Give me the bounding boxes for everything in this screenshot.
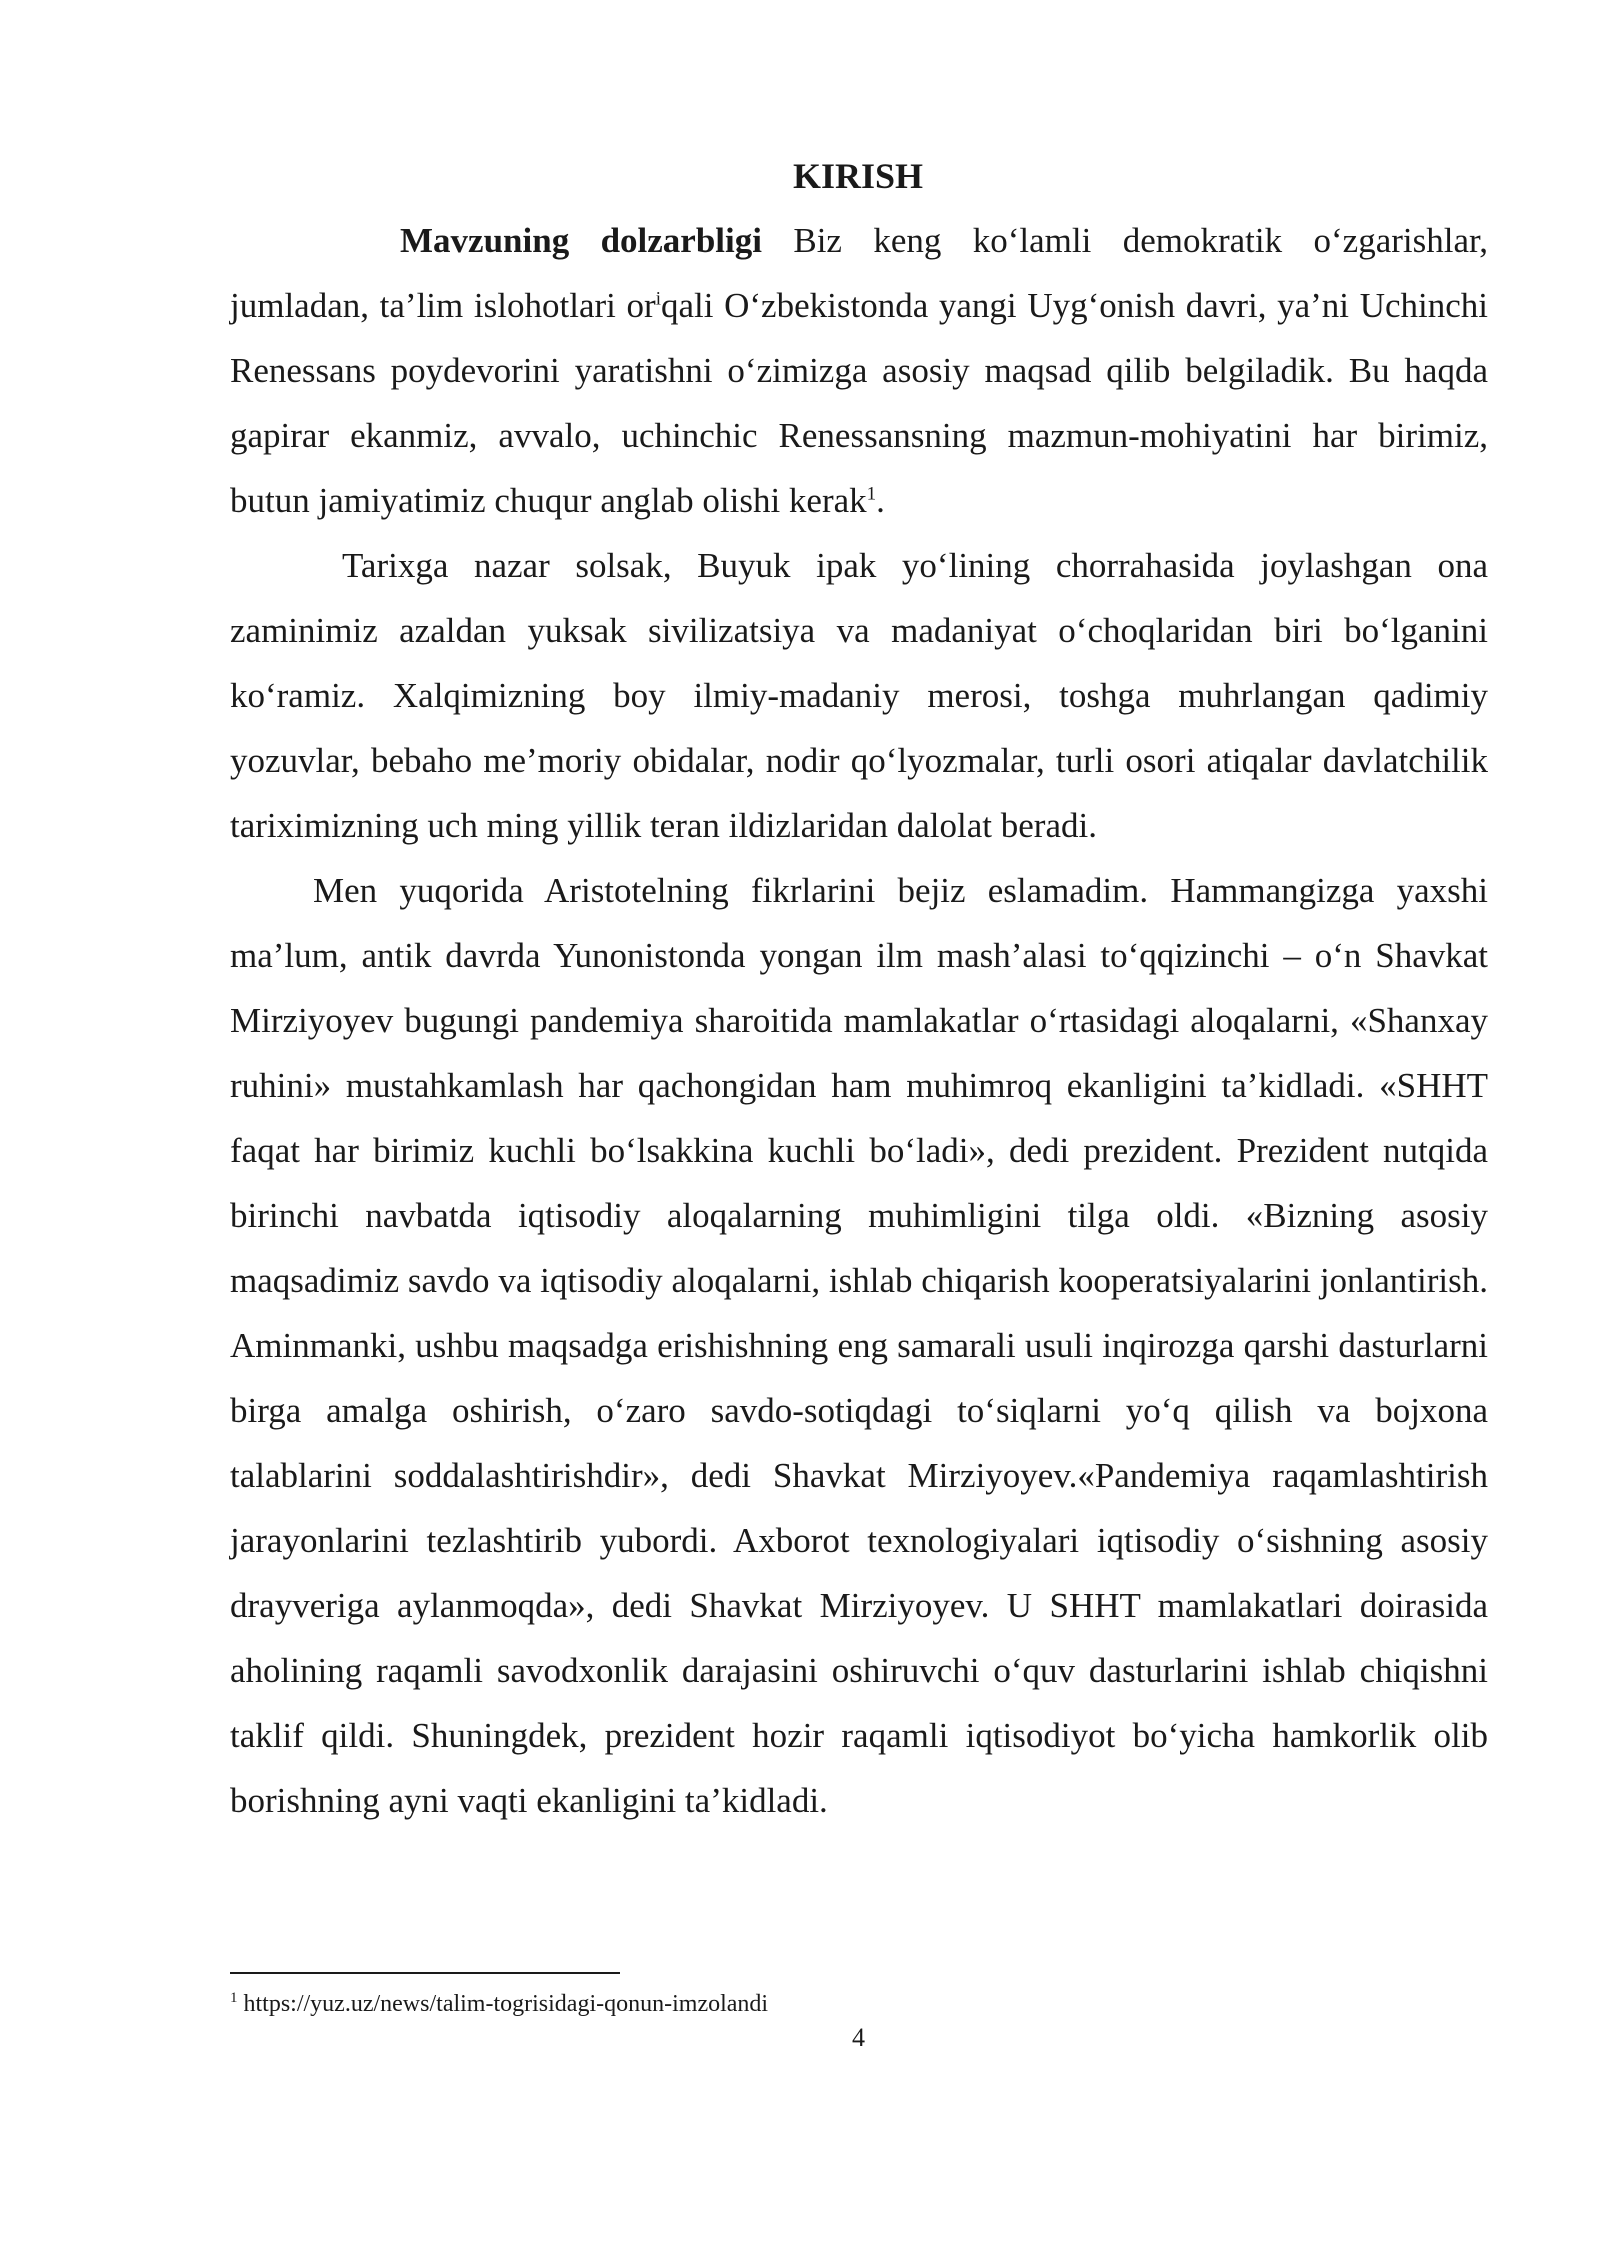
paragraph-text: Biz keng ko‘lamli demokratik o‘zgarishlar, jumladan, ta’lim islohotlari or [230,221,1488,325]
footnote-reference: 1 [866,483,877,505]
paragraph-text: . [876,481,885,520]
paragraph-aristotle: Men yuqorida Aristotelning fikrlarini bejiz eslamadim. Hammangizga yaxshi ma’lum, antik davrda Yunonistonda yongan ilm mash’alasi to‘qqizinchi – o‘n Shavkat Mirziyoyev bugungi pandemiya sharoitida mamlakatlar o‘rtasidagi aloqalarni, «Shanxay ruhini» mustahkamlash har qachongidan ham muhimroq ekanligini ta’kidladi. «SHHT faqat har birimiz kuchli bo‘lsakkina kuchli bo‘ladi», dedi prezident. Prezident nutqida birinchi navbatda iqtisodiy aloqalarning muhimligini tilga oldi. «Bizning asosiy maqsadimiz savdo va iqtisodiy aloqalarni, ishlab chiqarish kooperatsiyalarini jonlantirish. Aminmanki, ushbu maqsadga erishishning eng samarali usuli inqirozga qarshi dasturlarni birga amalga oshirish, o‘zaro savdo-sotiqdagi to‘siqlarni yo‘q qilish va bojxona talablarini soddalashtirishdir», dedi Shavkat Mirziyoyev.«Pandemiya raqamlashtirish jarayonlarini tezlashtirib yubordi. Axborot texnologiyalari iqtisodiy o‘sishning asosiy drayveriga aylanmoqda», dedi Shavkat Mirziyoyev. U SHHT mamlakatlari doirasida aholining raqamli savodxonlik darajasini oshiruvchi o‘quv dasturlarini ishlab chiqishni taklif qildi. Shuningdek, prezident hozir raqamli iqtisodiyot bo‘yicha hamkorlik olib borishning ayni vaqti ekanligini ta’kidladi. [230,871,1488,1820]
section-heading: KIRISH [792,156,924,196]
footnote-mark: 1 [230,1990,238,2006]
footnote-separator [230,1972,620,1974]
body-text [230,208,1488,1833]
paragraph-history: Tarixga nazar solsak, Buyuk ipak yo‘lining chorrahasida joylashgan ona zaminimiz azaldan yuksak sivilizatsiya va madaniyat o‘choqlaridan biri bo‘lganini ko‘ramiz. Xalqimizning boy ilmiy-madaniy merosi, toshga muhrlangan qadimiy yozuvlar, bebaho me’moriy obidalar, nodir qo‘lyozmalar, turli osori atiqalar davlatchilik tariximizning uch ming yillik teran ildizlaridan dalolat beradi. [230,546,1488,845]
paragraph-text: qali O‘zbekistonda yangi Uyg‘onish davri, ya’ni Uchinchi Renessans poydevorini yaratishni o‘zimizga asosiy maqsad qilib belgiladik. Bu haqda gapirar ekanmiz, avvalo, uchinchic Renessansning mazmun-mohiyatini har birimiz, butun jamiyatimiz chuqur anglab olishi kerak [230,286,1488,520]
footnote [230,1989,768,2019]
paragraph-lead: Mavzuning dolzarbligi [400,221,762,260]
paragraph-relevance [230,208,1488,533]
page-number: 4 [852,2023,865,2052]
inline-mark: i [655,288,661,310]
footnote-text: https://yuz.uz/news/talim-togrisidagi-qonun-imzolandi [237,1991,769,2017]
